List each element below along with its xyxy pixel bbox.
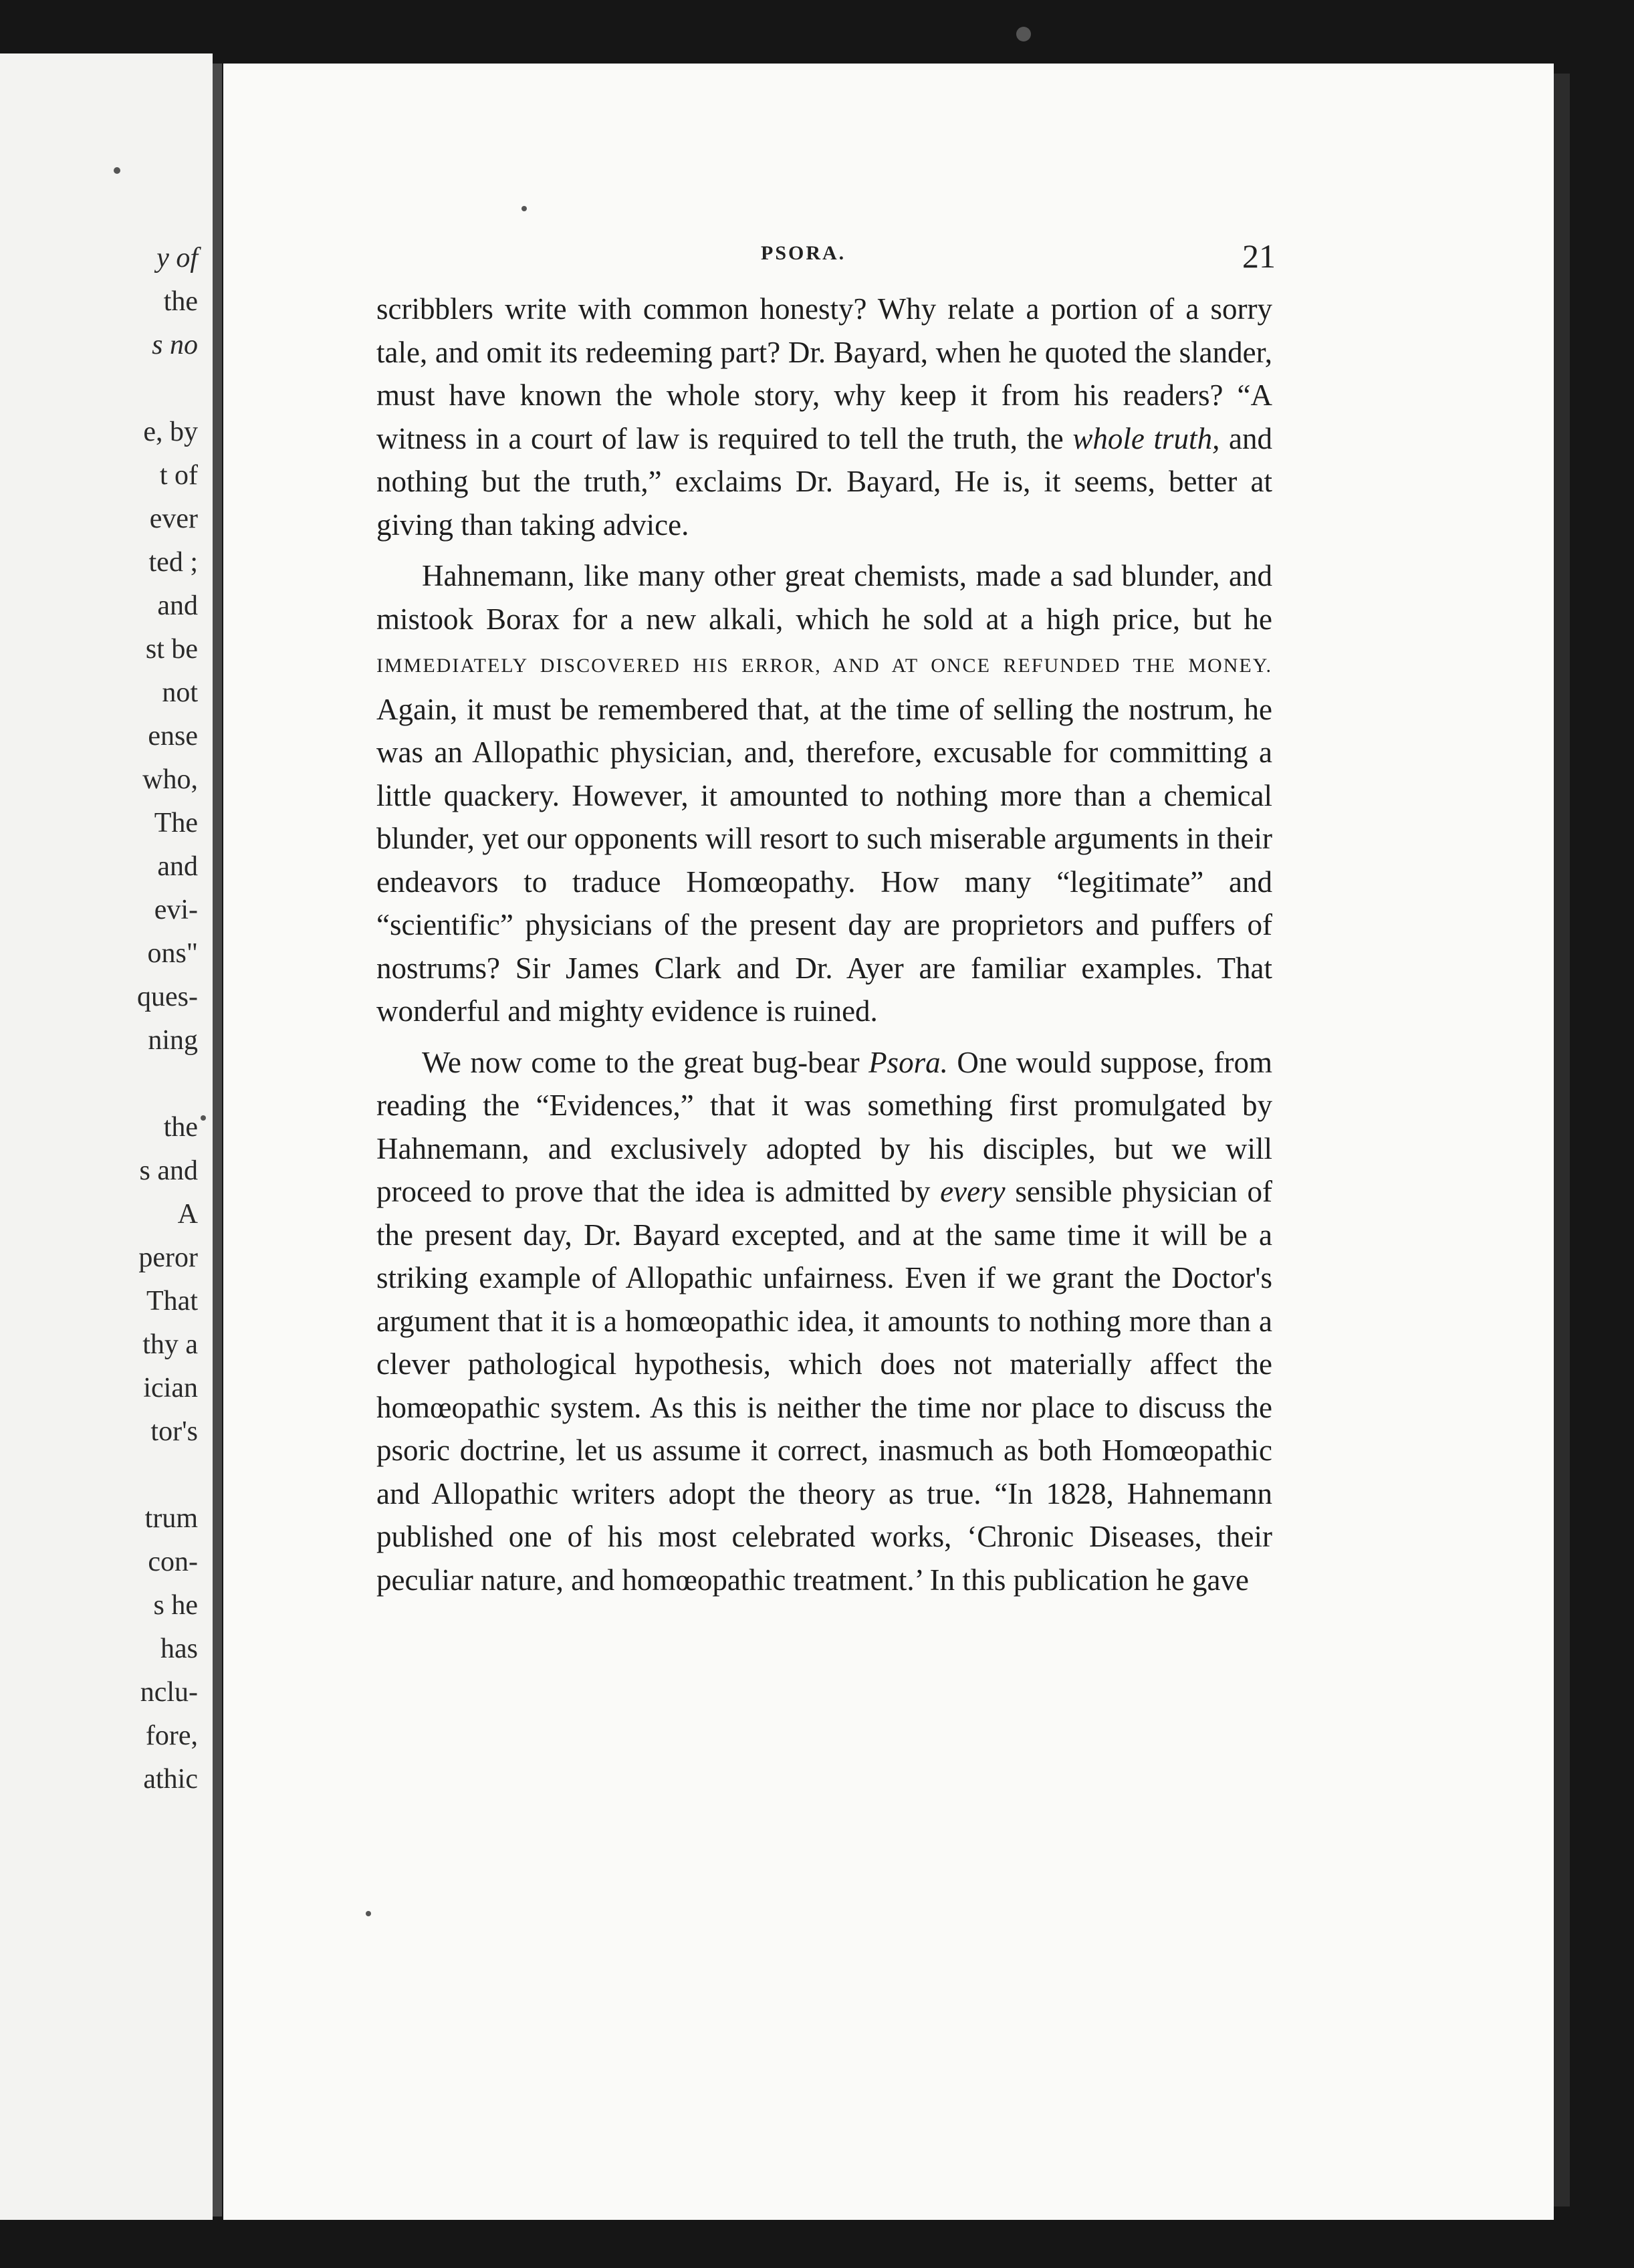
paragraph-3-emphasis-every: every bbox=[940, 1175, 1006, 1208]
page-edge-shadow bbox=[1554, 74, 1570, 2206]
facing-page-line-fragment: the bbox=[163, 1112, 198, 1143]
book-gutter bbox=[213, 64, 222, 2217]
facing-page-line-fragment: athic bbox=[143, 1764, 198, 1795]
facing-page-line-fragment: con- bbox=[148, 1547, 198, 1577]
paragraph-1-text: scribblers write with common honesty? Why relate a portion of a sorry tale, and omit its redeeming part? Dr. Bayard, when he quoted the slander, must have known the whole story, why keep it from his readers? “A witness in a court of law is required to tell the truth, the bbox=[376, 292, 1272, 455]
facing-page-line-fragment: y of bbox=[156, 243, 198, 273]
facing-page-line-fragment: and bbox=[157, 590, 198, 621]
page-number: 21 bbox=[1242, 237, 1276, 275]
facing-page-line-fragment: ician bbox=[143, 1373, 198, 1403]
page-body bbox=[376, 288, 1272, 1601]
facing-page-line-fragment: ense bbox=[148, 721, 198, 752]
facing-page-line-fragment: ted ; bbox=[148, 547, 198, 578]
facing-page-line-fragment: That bbox=[146, 1286, 198, 1317]
facing-page-line-fragment: s and bbox=[139, 1155, 198, 1186]
dust-speck bbox=[521, 206, 527, 211]
facing-page-line-fragment: ever bbox=[149, 503, 198, 534]
paragraph-1-text-end: and nothing but the truth,” exclaims Dr. Bayard, He is, it seems, better at giving than taking advice. bbox=[376, 421, 1272, 542]
dust-speck bbox=[1016, 27, 1031, 41]
facing-page-line-fragment: who, bbox=[142, 764, 198, 795]
paragraph-2-text-end: Again, it must be remembered that, at the time of selling the nostrum, he was an Allopathic physician, and, therefore, excusable for committing a little quackery. However, it amounted to nothing more than a chemical blunder, yet our opponents will resort to such miserable arguments in their endeavors to traduce Homœopathy. How many “legitimate” and “scientific” physicians of the present day are proprietors and puffers of nostrums? Sir James Clark and Dr. Ayer are familiar examples. That wonderful and mighty evidence is ruined. bbox=[376, 692, 1272, 1028]
paragraph-2 bbox=[376, 554, 1272, 1033]
facing-page-line-fragment: fore, bbox=[145, 1720, 198, 1751]
facing-page-line-fragment: ques- bbox=[137, 982, 198, 1012]
running-head: PSORA. bbox=[761, 242, 846, 264]
facing-page-line-fragment: ons" bbox=[147, 938, 198, 969]
facing-page-line-fragment: ning bbox=[148, 1025, 198, 1056]
facing-page-line-fragment: s no bbox=[152, 330, 198, 360]
facing-page-line-fragment: evi- bbox=[154, 895, 198, 925]
paragraph-1 bbox=[376, 288, 1272, 546]
paragraph-3-text-end: sensible physician of the present day, Dr. Bayard excepted, and at the same time it will be a striking example of Allopathic unfairness. Even if we grant the Doctor's argument that it is a homœopathic idea, it amounts to nothing more than a clever pathological hypothesis, which does not materially affect the homœopathic system. As this is neither the time nor place to discuss the psoric doctrine, let us assume it correct, inasmuch as both Homœopathic and Allopathic writers adopt the theory as true. “In 1828, Hahnemann published one of his most celebrated works, ‘Chronic Diseases, their peculiar nature, and homœopathic treatment.’ In this publication he gave bbox=[376, 1175, 1272, 1597]
paragraph-3-emphasis-psora: Psora. bbox=[868, 1045, 948, 1079]
facing-page-line-fragment: The bbox=[154, 808, 198, 838]
facing-page-line-fragment: t of bbox=[159, 460, 198, 491]
facing-page-line-fragment: nclu- bbox=[140, 1677, 198, 1708]
paragraph-3-text: We now come to the great bug-bear bbox=[422, 1045, 869, 1079]
dust-speck bbox=[201, 1115, 206, 1121]
facing-page-line-fragment: not bbox=[162, 677, 198, 708]
paragraph-3-text-mid: One would suppose, from reading the “Evidences,” that it was something first promulgated by Hahnemann, and exclusively adopted by his disciples, but we will proceed to prove that the idea is admitted by bbox=[376, 1045, 1272, 1208]
dust-speck bbox=[114, 167, 120, 174]
facing-page-line-fragment: st be bbox=[145, 634, 198, 665]
facing-page-line-fragment: trum bbox=[144, 1503, 198, 1534]
facing-page-line-fragment: e, by bbox=[143, 417, 198, 447]
paragraph-2-small-caps: IMMEDIATELY DISCOVERED HIS ERROR, AND AT ONCE REFUNDED THE MONEY. bbox=[376, 655, 1272, 677]
facing-page-line-fragment: s he bbox=[153, 1590, 198, 1621]
facing-page-line-fragment: thy a bbox=[142, 1329, 198, 1360]
facing-page-line-fragment: and bbox=[157, 851, 198, 882]
facing-page-line-fragment: peror bbox=[138, 1242, 198, 1273]
paragraph-2-text: Hahnemann, like many other great chemists, made a sad blunder, and mistook Borax for a new alkali, which he sold at a high price, but he bbox=[376, 559, 1272, 636]
facing-page-line-fragment: tor's bbox=[150, 1416, 198, 1447]
facing-page-line-fragment: the bbox=[163, 286, 198, 317]
facing-page-left bbox=[0, 53, 213, 2220]
paragraph-1-emphasis: whole truth, bbox=[1072, 421, 1220, 455]
paragraph-3 bbox=[376, 1041, 1272, 1602]
dust-speck bbox=[366, 1911, 371, 1916]
facing-page-line-fragment: A bbox=[177, 1199, 198, 1230]
facing-page-line-fragment: has bbox=[160, 1633, 198, 1664]
